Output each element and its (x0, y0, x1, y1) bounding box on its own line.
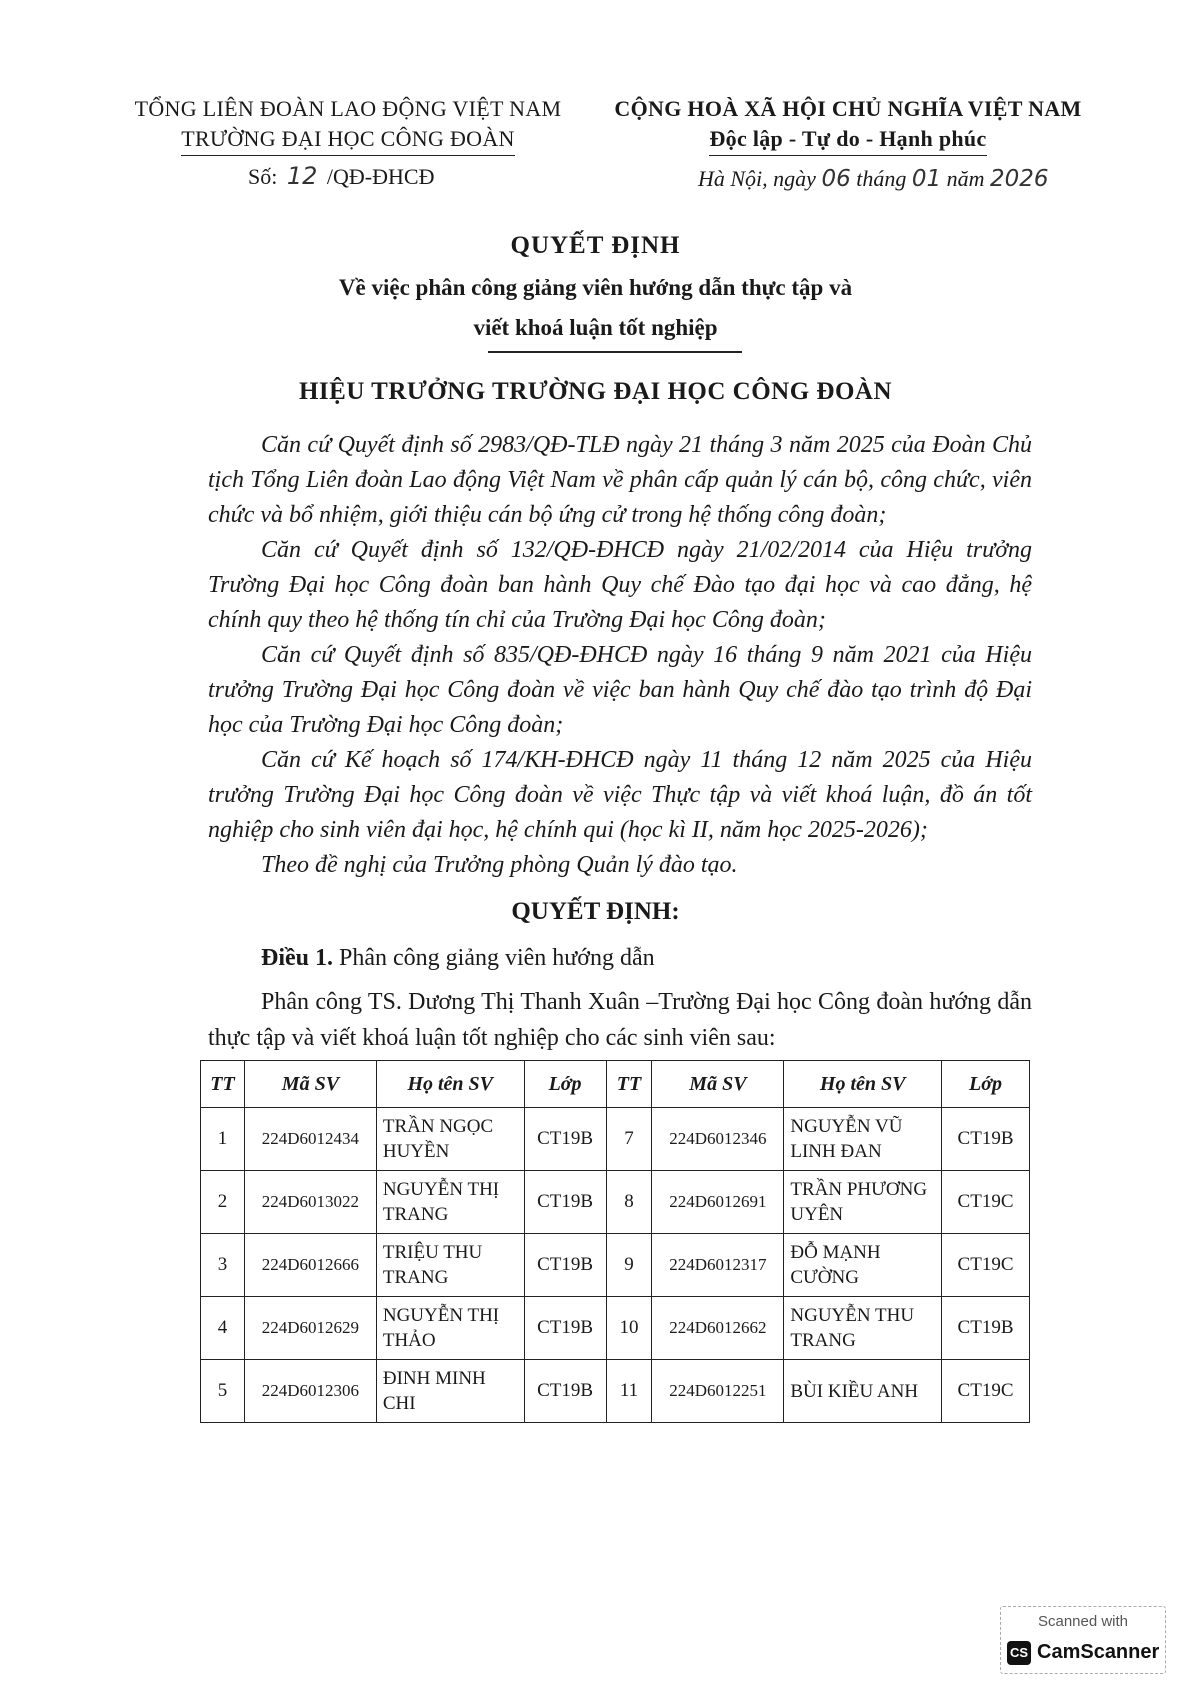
preamble (208, 428, 1032, 883)
col-header-tt: TT (201, 1061, 245, 1108)
issue-date: Hà Nội, ngày 06 tháng 01 năm 2026 (698, 166, 1049, 192)
cell-student-name: NGUYỄN THỊ TRANG (376, 1171, 524, 1234)
col-header-student-code: Mã SV (652, 1061, 784, 1108)
cell-class: CT19B (942, 1108, 1030, 1171)
col-header-class: Lớp (942, 1061, 1030, 1108)
cell-student-name: TRIỆU THU TRANG (376, 1234, 524, 1297)
org-line-1: TỔNG LIÊN ĐOÀN LAO ĐỘNG VIỆT NAM (134, 96, 562, 121)
preamble-item: Theo đề nghị của Trưởng phòng Quản lý đào tạo. (261, 852, 738, 878)
cell-tt: 11 (606, 1360, 652, 1423)
cell-student-name: NGUYỄN THU TRANG (784, 1297, 942, 1360)
cell-student-code: 224D6012666 (244, 1234, 376, 1297)
cell-tt: 3 (201, 1234, 245, 1297)
document-number: Số: 12 /QĐ-ĐHCĐ (248, 162, 435, 190)
preamble-item: Căn cứ Quyết định số 132/QĐ-ĐHCĐ ngày 21/02/2014 của Hiệu trưởng Trường Đại học Công đoàn ban hành Quy chế Đào tạo đại học và cao đẳng, hệ chính quy theo hệ thống tín chỉ của Trường Đại học Công đoàn; (208, 537, 1032, 633)
decision-subject-line-1: Về việc phân công giảng viên hướng dẫn thực tập và (338, 275, 853, 300)
cell-tt: 7 (606, 1108, 652, 1171)
cell-tt: 5 (201, 1360, 245, 1423)
col-header-tt: TT (606, 1061, 652, 1108)
article-1-title: Phân công giảng viên hướng dẫn (339, 945, 655, 971)
camscanner-name: CamScanner (1037, 1641, 1160, 1663)
nation-line-2: Độc lập - Tự do - Hạnh phúc (598, 124, 1098, 156)
cell-student-code: 224D6012629 (244, 1297, 376, 1360)
cell-student-name: ĐỖ MẠNH CƯỜNG (784, 1234, 942, 1297)
col-header-class: Lớp (524, 1061, 606, 1108)
assignment-text: Phân công TS. Dương Thị Thanh Xuân –Trường Đại học Công đoàn hướng dẫn thực tập và viết khoá luận tốt nghiệp cho các sinh viên sau: (208, 989, 1032, 1051)
preamble-item: Căn cứ Kế hoạch số 174/KH-ĐHCĐ ngày 11 tháng 12 năm 2025 của Hiệu trưởng Trường Đại học Công đoàn về việc Thực tập và viết khoá luận, đồ án tốt nghiệp cho sinh viên đại học, hệ chính qui (học kì II, năm học 2025-2026); (208, 747, 1032, 843)
org-line-2: TRƯỜNG ĐẠI HỌC CÔNG ĐOÀN (118, 124, 578, 156)
table-row (201, 1360, 1030, 1423)
cell-tt: 4 (201, 1297, 245, 1360)
title-divider (488, 351, 742, 353)
cell-student-name: TRẦN NGỌC HUYỀN (376, 1108, 524, 1171)
cell-student-code: 224D6012346 (652, 1108, 784, 1171)
col-header-student-code: Mã SV (244, 1061, 376, 1108)
decision-subject-line-2: viết khoá luận tốt nghiệp (473, 315, 718, 340)
cell-class: CT19B (524, 1360, 606, 1423)
cell-tt: 2 (201, 1171, 245, 1234)
cell-student-code: 224D6013022 (244, 1171, 376, 1234)
cell-student-code: 224D6012306 (244, 1360, 376, 1423)
cell-class: CT19B (524, 1108, 606, 1171)
preamble-item: Căn cứ Quyết định số 2983/QĐ-TLĐ ngày 21 tháng 3 năm 2025 của Đoàn Chủ tịch Tổng Liên đoàn Lao động Việt Nam về phân cấp quản lý cán bộ, công chức, viên chức và bổ nhiệm, giới thiệu cán bộ ứng cử trong hệ thống công đoàn; (208, 432, 1032, 528)
cell-student-name: TRẦN PHƯƠNG UYÊN (784, 1171, 942, 1234)
table-row (201, 1171, 1030, 1234)
cell-class: CT19C (942, 1360, 1030, 1423)
article-1-heading (261, 945, 655, 972)
camscanner-logo-icon: CS (1007, 1641, 1031, 1665)
article-1-label: Điều 1. (261, 945, 333, 971)
table-row (201, 1297, 1030, 1360)
camscanner-watermark (1000, 1606, 1166, 1674)
nation-line-1: CỘNG HOÀ XÃ HỘI CHỦ NGHĨA VIỆT NAM (614, 96, 1082, 121)
cell-student-code: 224D6012317 (652, 1234, 784, 1297)
col-header-student-name: Họ tên SV (376, 1061, 524, 1108)
cell-student-code: 224D6012434 (244, 1108, 376, 1171)
cell-class: CT19B (524, 1234, 606, 1297)
issuing-authority: HIỆU TRƯỞNG TRƯỜNG ĐẠI HỌC CÔNG ĐOÀN (298, 378, 893, 405)
cell-student-code: 224D6012691 (652, 1171, 784, 1234)
cell-class: CT19B (524, 1171, 606, 1234)
cell-tt: 8 (606, 1171, 652, 1234)
cell-student-code: 224D6012662 (652, 1297, 784, 1360)
cell-class: CT19C (942, 1171, 1030, 1234)
national-motto (598, 94, 1098, 156)
cell-class: CT19B (942, 1297, 1030, 1360)
cell-student-code: 224D6012251 (652, 1360, 784, 1423)
preamble-item: Căn cứ Quyết định số 835/QĐ-ĐHCĐ ngày 16 tháng 9 năm 2021 của Hiệu trưởng Trường Đại học Công đoàn về việc ban hành Quy chế đào tạo trình độ Đại học của Trường Đại học Công đoàn; (208, 642, 1032, 738)
scanned-with-text: Scanned with (1037, 1613, 1129, 1630)
cell-class: CT19C (942, 1234, 1030, 1297)
handwritten-number: 12 (286, 162, 318, 190)
decision-heading: QUYẾT ĐỊNH: (511, 898, 680, 925)
cell-student-name: ĐINH MINH CHI (376, 1360, 524, 1423)
table-row (201, 1234, 1030, 1297)
issuing-organization (118, 94, 578, 156)
handwritten-month: 01 (911, 166, 942, 192)
student-table (200, 1060, 1030, 1423)
table-header-row (201, 1061, 1030, 1108)
cell-student-name: NGUYỄN VŨ LINH ĐAN (784, 1108, 942, 1171)
decision-title: QUYẾT ĐỊNH (510, 232, 681, 259)
handwritten-year: 2026 (990, 166, 1049, 192)
table-row (201, 1108, 1030, 1171)
cell-class: CT19B (524, 1297, 606, 1360)
col-header-student-name: Họ tên SV (784, 1061, 942, 1108)
cell-tt: 9 (606, 1234, 652, 1297)
cell-tt: 1 (201, 1108, 245, 1171)
cell-student-name: BÙI KIỀU ANH (784, 1360, 942, 1423)
cell-tt: 10 (606, 1297, 652, 1360)
handwritten-day: 06 (821, 166, 851, 192)
cell-student-name: NGUYỄN THỊ THẢO (376, 1297, 524, 1360)
